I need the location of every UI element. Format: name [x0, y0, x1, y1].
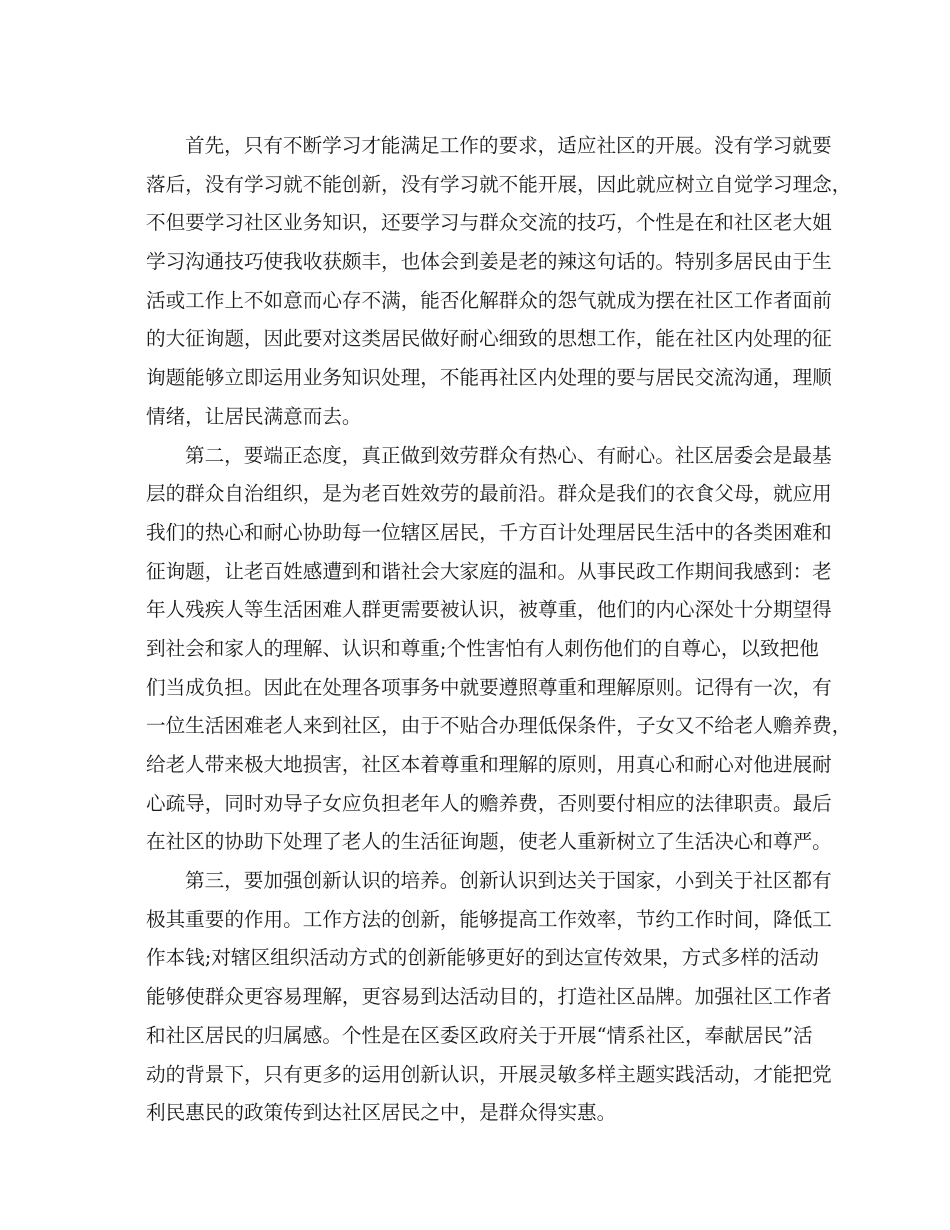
- paragraph-3: [146, 862, 832, 1133]
- paragraph-line: 利民惠民的政策传到达社区居民之中，是群众得实惠。: [146, 1101, 617, 1125]
- paragraph-line: 的大征询题，因此要对这类居民做好耐心细致的思想工作，能在社区内处理的征: [146, 327, 832, 351]
- paragraph-line: 作本钱;对辖区组织活动方式的创新能够更好的到达宣传效果，方式多样的活动: [146, 946, 819, 970]
- paragraph-line: 学习沟通技巧使我收获颇丰，也体会到姜是老的辣这句话的。特别多居民由于生: [146, 250, 832, 274]
- paragraph-line: 们当成负担。因此在处理各项事务中就要遵照尊重和理解原则。记得有一次，有: [146, 675, 832, 699]
- paragraph-line: 首先，只有不断学习才能满足工作的要求，适应社区的开展。没有学习就要: [185, 134, 832, 157]
- paragraph-line: 心疏导，同时劝导子女应负担老年人的赡养费，否则要付相应的法律职责。最后: [146, 791, 832, 815]
- document-body: [146, 127, 852, 1133]
- paragraph-line: 到社会和家人的理解、认识和尊重;个性害怕有人刺伤他们的自尊心，以致把他: [146, 636, 819, 660]
- paragraph-line: 给老人带来极大地损害，社区本着尊重和理解的原则，用真心和耐心对他进展耐: [146, 753, 832, 776]
- paragraph-line: 第二，要端正态度，真正做到效劳群众有热心、有耐心。社区居委会是最基: [185, 443, 832, 467]
- paragraph-2: [146, 437, 852, 863]
- paragraph-line: 我们的热心和耐心协助每一位辖区居民，千方百计处理居民生活中的各类困难和: [146, 520, 832, 544]
- paragraph-line: 情绪，让居民满意而去。: [146, 404, 362, 428]
- paragraph-line: 层的群众自治组织，是为老百姓效劳的最前沿。群众是我们的衣食父母，就应用: [146, 482, 832, 506]
- paragraph-line: 年人残疾人等生活困难人群更需要被认识，被尊重，他们的内心深处十分期望得: [146, 598, 832, 622]
- paragraph-line: 和社区居民的归属感。个性是在区委区政府关于开展“情系社区，奉献居民”活: [146, 1023, 813, 1047]
- paragraph-line: 询题能够立即运用业务知识处理，不能再社区内处理的要与居民交流沟通，理顺: [146, 366, 832, 390]
- paragraph-line: 一位生活困难老人来到社区，由于不贴合办理低保条件，子女又不给老人赡养费，: [146, 714, 852, 738]
- paragraph-1: [146, 127, 852, 437]
- paragraph-line: 动的背景下，只有更多的运用创新认识，开展灵敏多样主题实践活动，才能把党: [146, 1062, 832, 1086]
- paragraph-line: 征询题，让老百姓感遭到和谐社会大家庭的温和。从事民政工作期间我感到：老: [146, 559, 832, 583]
- paragraph-line: 第三，要加强创新认识的培养。创新认识到达关于国家，小到关于社区都有: [185, 869, 832, 893]
- paragraph-line: 在社区的协助下处理了老人的生活征询题，使老人重新树立了生活决心和尊严。: [146, 830, 832, 854]
- paragraph-line: 能够使群众更容易理解，更容易到达活动目的，打造社区品牌。加强社区工作者: [146, 985, 832, 1009]
- paragraph-line: 不但要学习社区业务知识，还要学习与群众交流的技巧，个性是在和社区老大姐: [146, 211, 832, 235]
- paragraph-line: 极其重要的作用。工作方法的创新，能够提高工作效率，节约工作时间，降低工: [146, 907, 832, 931]
- paragraph-line: 活或工作上不如意而心存不满，能否化解群众的怨气就成为摆在社区工作者面前: [146, 288, 832, 312]
- paragraph-line: 落后，没有学习就不能创新，没有学习就不能开展，因此就应树立自觉学习理念，: [146, 172, 852, 196]
